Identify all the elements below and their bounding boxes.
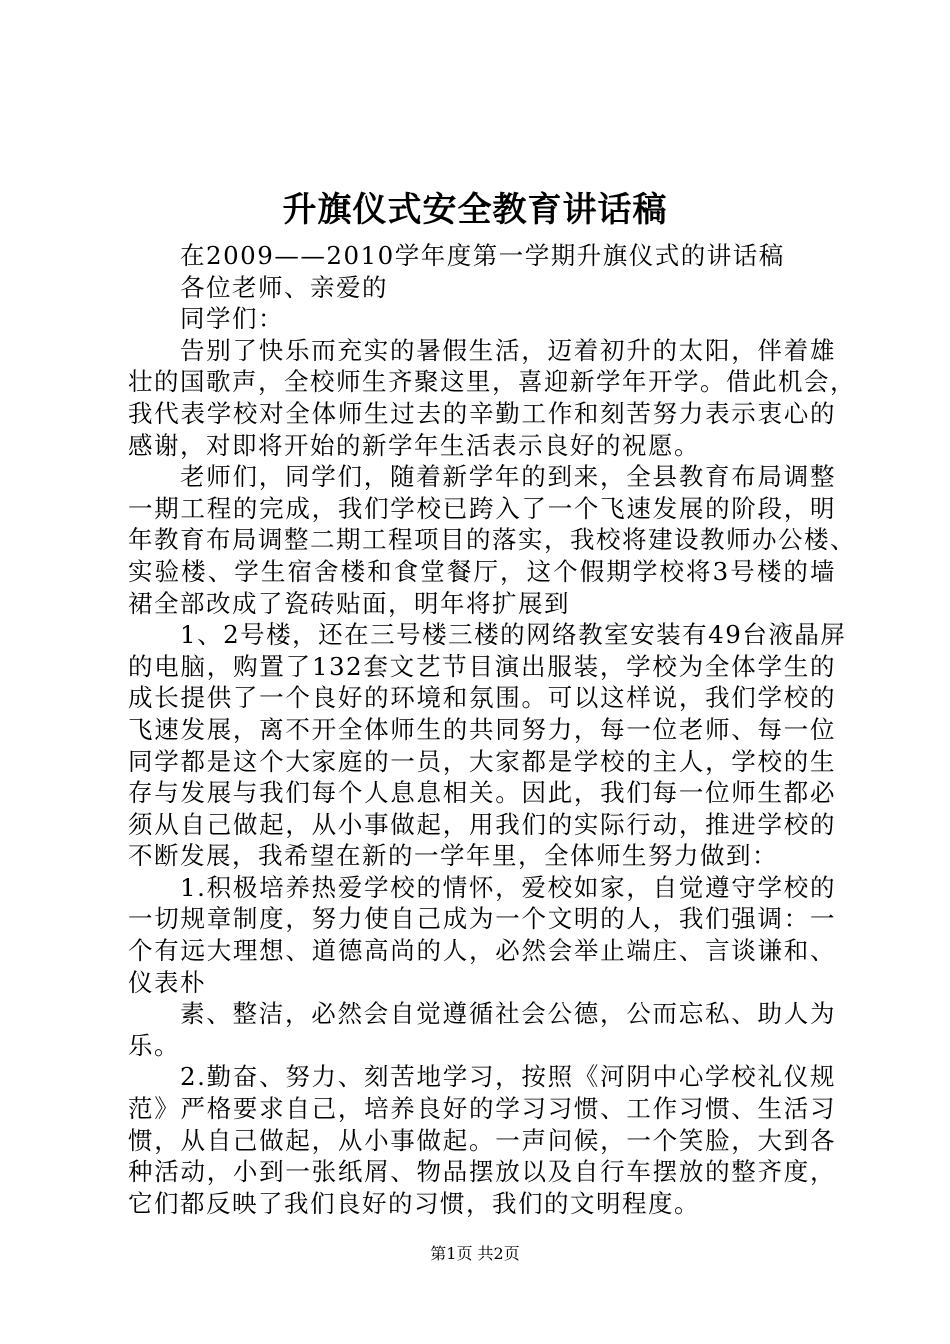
text-line: 1.积极培养热爱学校的情怀，爱校如家，自觉遵守学校的 [180,872,836,902]
text-line: 2.勤奋、努力、刻苦地学习，按照《河阴中心学校礼仪规 [180,1062,836,1092]
text-line: 素、整洁，必然会自觉遵循社会公德，公而忘私、助人为 [180,999,836,1029]
text-line: 各位老师、亲爱的 [180,272,388,302]
page-footer: 第1页 共2页 [430,1244,520,1263]
text-line: 的电脑，购置了132套文艺节目演出服装，学校为全体学生的 [128,651,836,681]
text-line: 年教育布局调整二期工程项目的落实，我校将建设教师办公楼、 [128,525,856,555]
text-line: 一切规章制度，努力使自己成为一个文明的人，我们强调：一 [128,904,836,934]
text-line: 它们都反映了我们良好的习惯，我们的文明程度。 [128,1188,700,1218]
text-line: 感谢，对即将开始的新学年生活表示良好的祝愿。 [128,430,700,460]
text-line: 乐。 [128,1030,180,1060]
text-line: 范》严格要求自己，培养良好的学习习惯、工作习惯、生活习 [128,1094,836,1124]
text-line: 同学们： [180,304,284,334]
text-line: 惯，从自己做起，从小事做起。一声问候，一个笑脸，大到各 [128,1125,836,1155]
text-line: 壮的国歌声，全校师生齐聚这里，喜迎新学年开学。借此机会， [128,367,856,397]
document-body [128,240,856,1219]
document-title: 升旗仪式安全教育讲话稿 [282,190,668,230]
text-line: 实验楼、学生宿舍楼和食堂餐厅，这个假期学校将3号楼的墙 [128,556,836,586]
text-line: 一期工程的完成，我们学校已跨入了一个飞速发展的阶段，明 [128,493,836,523]
text-line: 成长提供了一个良好的环境和氛围。可以这样说，我们学校的 [128,683,836,713]
text-line: 老师们，同学们，随着新学年的到来，全县教育布局调整 [180,462,836,492]
text-line: 仪表朴 [128,967,206,997]
text-line: 存与发展与我们每个人息息相关。因此，我们每一位师生都必 [128,778,836,808]
text-line: 告别了快乐而充实的暑假生活，迈着初升的太阳，伴着雄 [180,335,836,365]
text-line: 同学都是这个大家庭的一员，大家都是学校的主人，学校的生 [128,746,836,776]
text-line: 飞速发展，离不开全体师生的共同努力，每一位老师、每一位 [128,714,836,744]
text-line: 不断发展，我希望在新的一学年里，全体师生努力做到： [128,841,778,871]
text-line: 个有远大理想、道德高尚的人，必然会举止端庄、言谈谦和、 [128,936,836,966]
text-line: 在2009——2010学年度第一学期升旗仪式的讲话稿 [180,241,785,270]
text-line: 我代表学校对全体师生过去的辛勤工作和刻苦努力表示衷心的 [128,398,836,428]
text-line: 种活动，小到一张纸屑、物品摆放以及自行车摆放的整齐度， [128,1157,836,1187]
text-line: 1、2号楼，还在三号楼三楼的网络教室安装有49台液晶屏 [180,620,847,650]
text-line: 裙全部改成了瓷砖贴面，明年将扩展到 [128,588,570,618]
text-line: 须从自己做起，从小事做起，用我们的实际行动，推进学校的 [128,809,836,839]
